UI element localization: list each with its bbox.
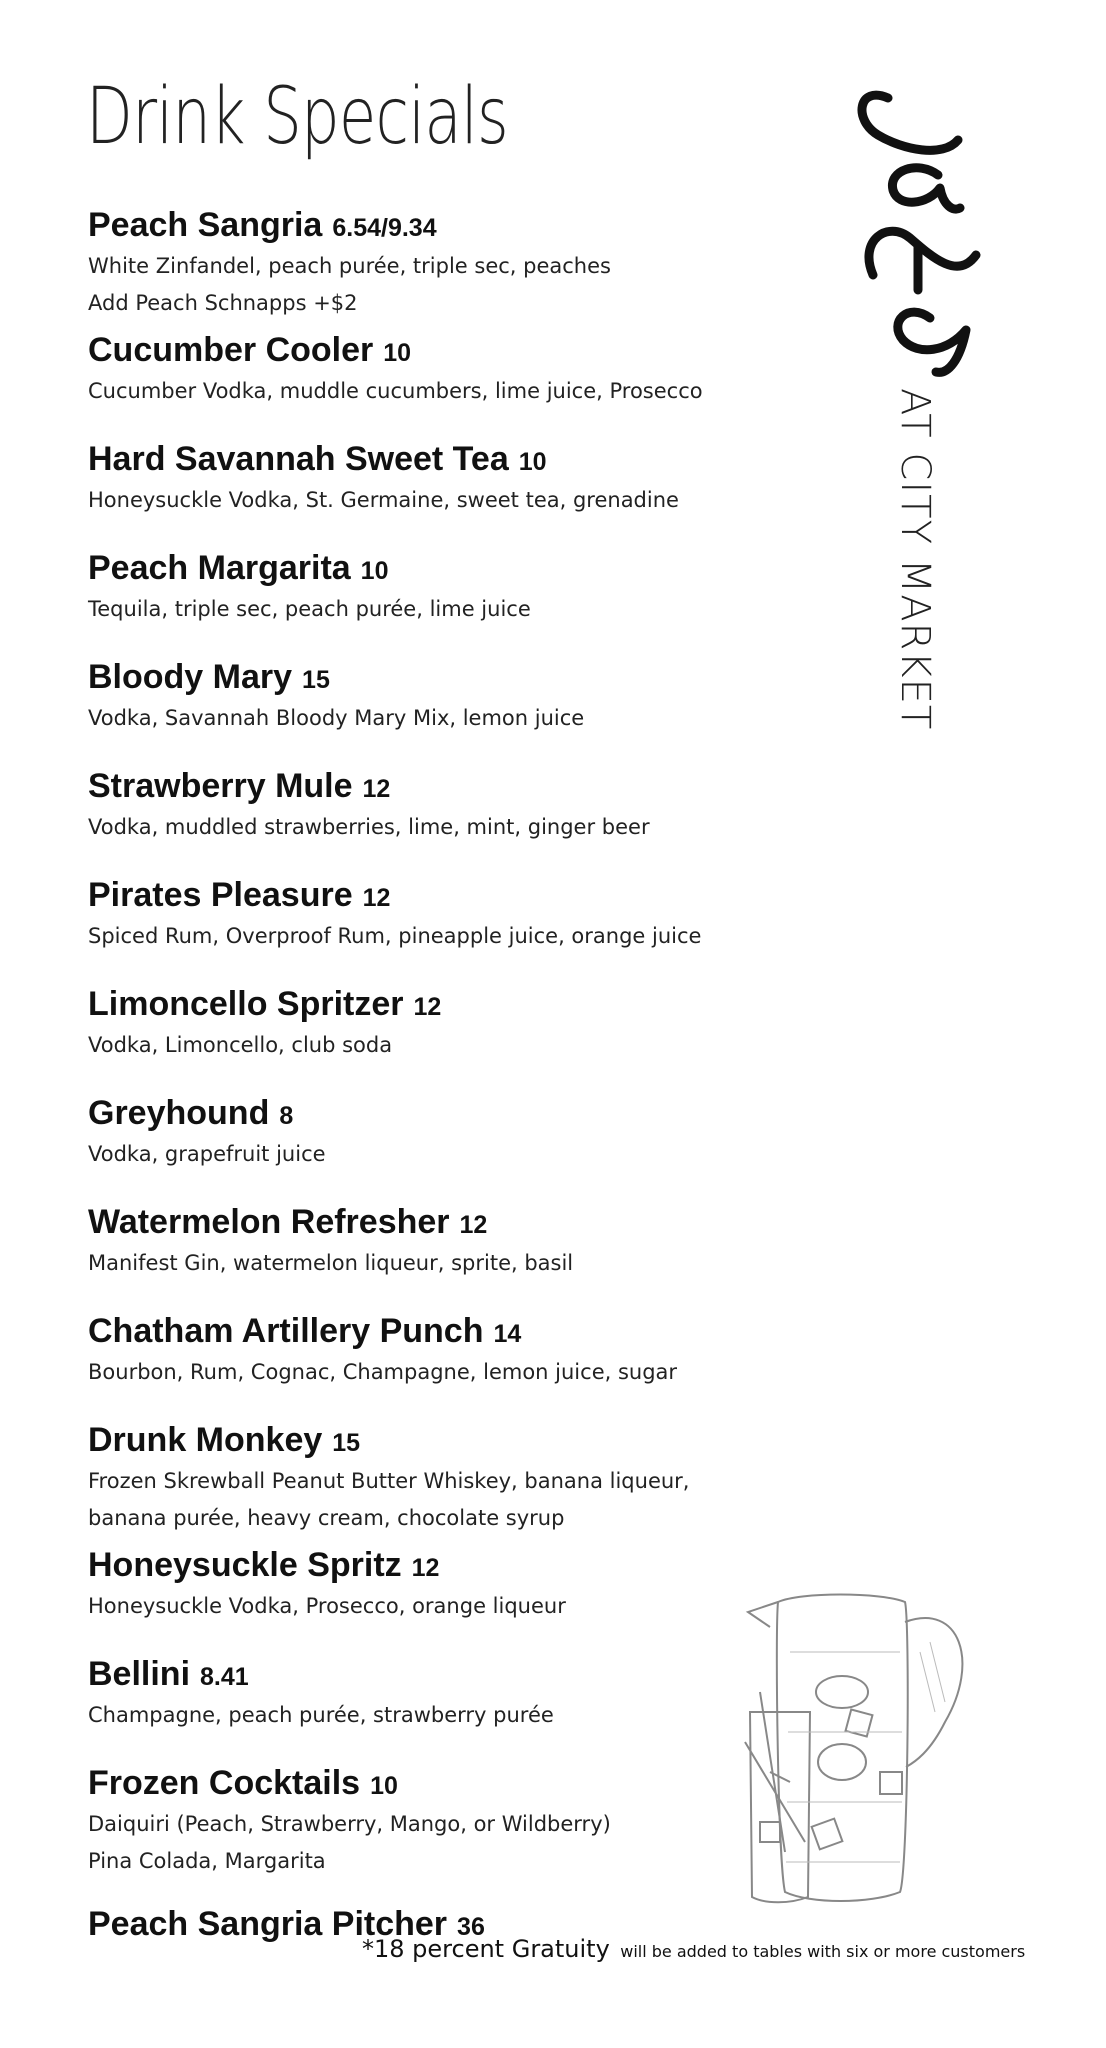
item-price: 15 bbox=[302, 666, 330, 694]
footer bbox=[362, 1935, 1025, 1963]
menu-item bbox=[88, 1545, 808, 1625]
menu-list bbox=[88, 205, 808, 1947]
item-description: Frozen Skrewball Peanut Butter Whiskey, banana liqueur, bbox=[88, 1469, 690, 1493]
item-description: Daiquiri (Peach, Strawberry, Mango, or Wildberry) bbox=[88, 1812, 611, 1836]
item-description: White Zinfandel, peach purée, triple sec, peaches bbox=[88, 254, 611, 278]
item-description: Cucumber Vodka, muddle cucumbers, lime juice, Prosecco bbox=[88, 379, 703, 403]
item-description: Champagne, peach purée, strawberry purée bbox=[88, 1703, 554, 1727]
item-name: Strawberry Mule bbox=[88, 767, 353, 805]
menu-item bbox=[88, 1654, 808, 1734]
item-name: Peach Sangria Pitcher bbox=[88, 1905, 448, 1943]
item-name: Hard Savannah Sweet Tea bbox=[88, 440, 509, 478]
gratuity-note: will be added to tables with six or more customers bbox=[620, 1942, 1026, 1961]
item-description: Spiced Rum, Overproof Rum, pineapple juice, orange juice bbox=[88, 924, 702, 948]
item-description: Add Peach Schnapps +$2 bbox=[88, 291, 358, 315]
logo-subtitle: AT CITY MARKET bbox=[892, 388, 938, 731]
item-name: Peach Margarita bbox=[88, 549, 351, 587]
menu-item bbox=[88, 1093, 808, 1173]
item-name: Watermelon Refresher bbox=[88, 1203, 450, 1241]
menu-item bbox=[88, 766, 808, 846]
page-title: Drink Specials bbox=[86, 72, 508, 162]
item-description: Vodka, Savannah Bloody Mary Mix, lemon juice bbox=[88, 706, 585, 730]
menu-item bbox=[88, 875, 808, 955]
item-name: Honeysuckle Spritz bbox=[88, 1546, 402, 1584]
item-price: 8 bbox=[279, 1102, 294, 1130]
menu-item bbox=[88, 1420, 808, 1537]
menu-item bbox=[88, 330, 808, 410]
menu-item bbox=[88, 984, 808, 1064]
gratuity-text: *18 percent Gratuity bbox=[362, 1935, 610, 1963]
item-description: Honeysuckle Vodka, Prosecco, orange liqueur bbox=[88, 1594, 566, 1618]
item-price: 10 bbox=[370, 1772, 398, 1800]
item-price: 12 bbox=[362, 775, 391, 803]
cafe-script-logo bbox=[848, 80, 988, 380]
item-name: Bloody Mary bbox=[88, 658, 293, 696]
item-price: 12 bbox=[362, 884, 391, 912]
item-description: Bourbon, Rum, Cognac, Champagne, lemon juice, sugar bbox=[88, 1360, 678, 1384]
item-price: 15 bbox=[332, 1429, 361, 1457]
item-price: 10 bbox=[383, 339, 412, 367]
menu-item bbox=[88, 205, 808, 322]
item-description: Vodka, muddled strawberries, lime, mint, ginger beer bbox=[88, 815, 650, 839]
menu-item bbox=[88, 439, 808, 519]
item-price: 10 bbox=[518, 448, 547, 476]
item-description: Pina Colada, Margarita bbox=[88, 1849, 326, 1873]
item-name: Peach Sangria bbox=[88, 206, 323, 244]
item-description: banana purée, heavy cream, chocolate syrup bbox=[88, 1506, 565, 1530]
pitcher-illustration bbox=[730, 1592, 1000, 1912]
item-description: Honeysuckle Vodka, St. Germaine, sweet tea, grenadine bbox=[88, 488, 679, 512]
item-price: 10 bbox=[360, 557, 389, 585]
item-price: 14 bbox=[493, 1320, 522, 1348]
item-price: 12 bbox=[413, 993, 442, 1021]
item-price: 36 bbox=[457, 1913, 485, 1941]
menu-item bbox=[88, 657, 808, 737]
item-name: Cucumber Cooler bbox=[88, 331, 374, 369]
item-name: Limoncello Spritzer bbox=[88, 985, 404, 1023]
item-description: Vodka, grapefruit juice bbox=[88, 1142, 326, 1166]
item-description: Manifest Gin, watermelon liqueur, sprite, basil bbox=[88, 1251, 574, 1275]
item-description: Vodka, Limoncello, club soda bbox=[88, 1033, 393, 1057]
item-price: 6.54/9.34 bbox=[332, 214, 437, 242]
item-price: 8.41 bbox=[200, 1663, 249, 1691]
item-price: 12 bbox=[411, 1554, 440, 1582]
menu-item bbox=[88, 548, 808, 628]
item-name: Chatham Artillery Punch bbox=[88, 1312, 484, 1350]
item-price: 12 bbox=[459, 1211, 488, 1239]
menu-item bbox=[88, 1311, 808, 1391]
item-name: Frozen Cocktails bbox=[88, 1764, 361, 1802]
item-name: Bellini bbox=[88, 1655, 191, 1693]
menu-item bbox=[88, 1202, 808, 1282]
item-name: Greyhound bbox=[88, 1094, 270, 1132]
menu-item bbox=[88, 1763, 808, 1880]
item-name: Pirates Pleasure bbox=[88, 876, 353, 914]
item-description: Tequila, triple sec, peach purée, lime juice bbox=[88, 597, 531, 621]
item-name: Drunk Monkey bbox=[88, 1421, 323, 1459]
